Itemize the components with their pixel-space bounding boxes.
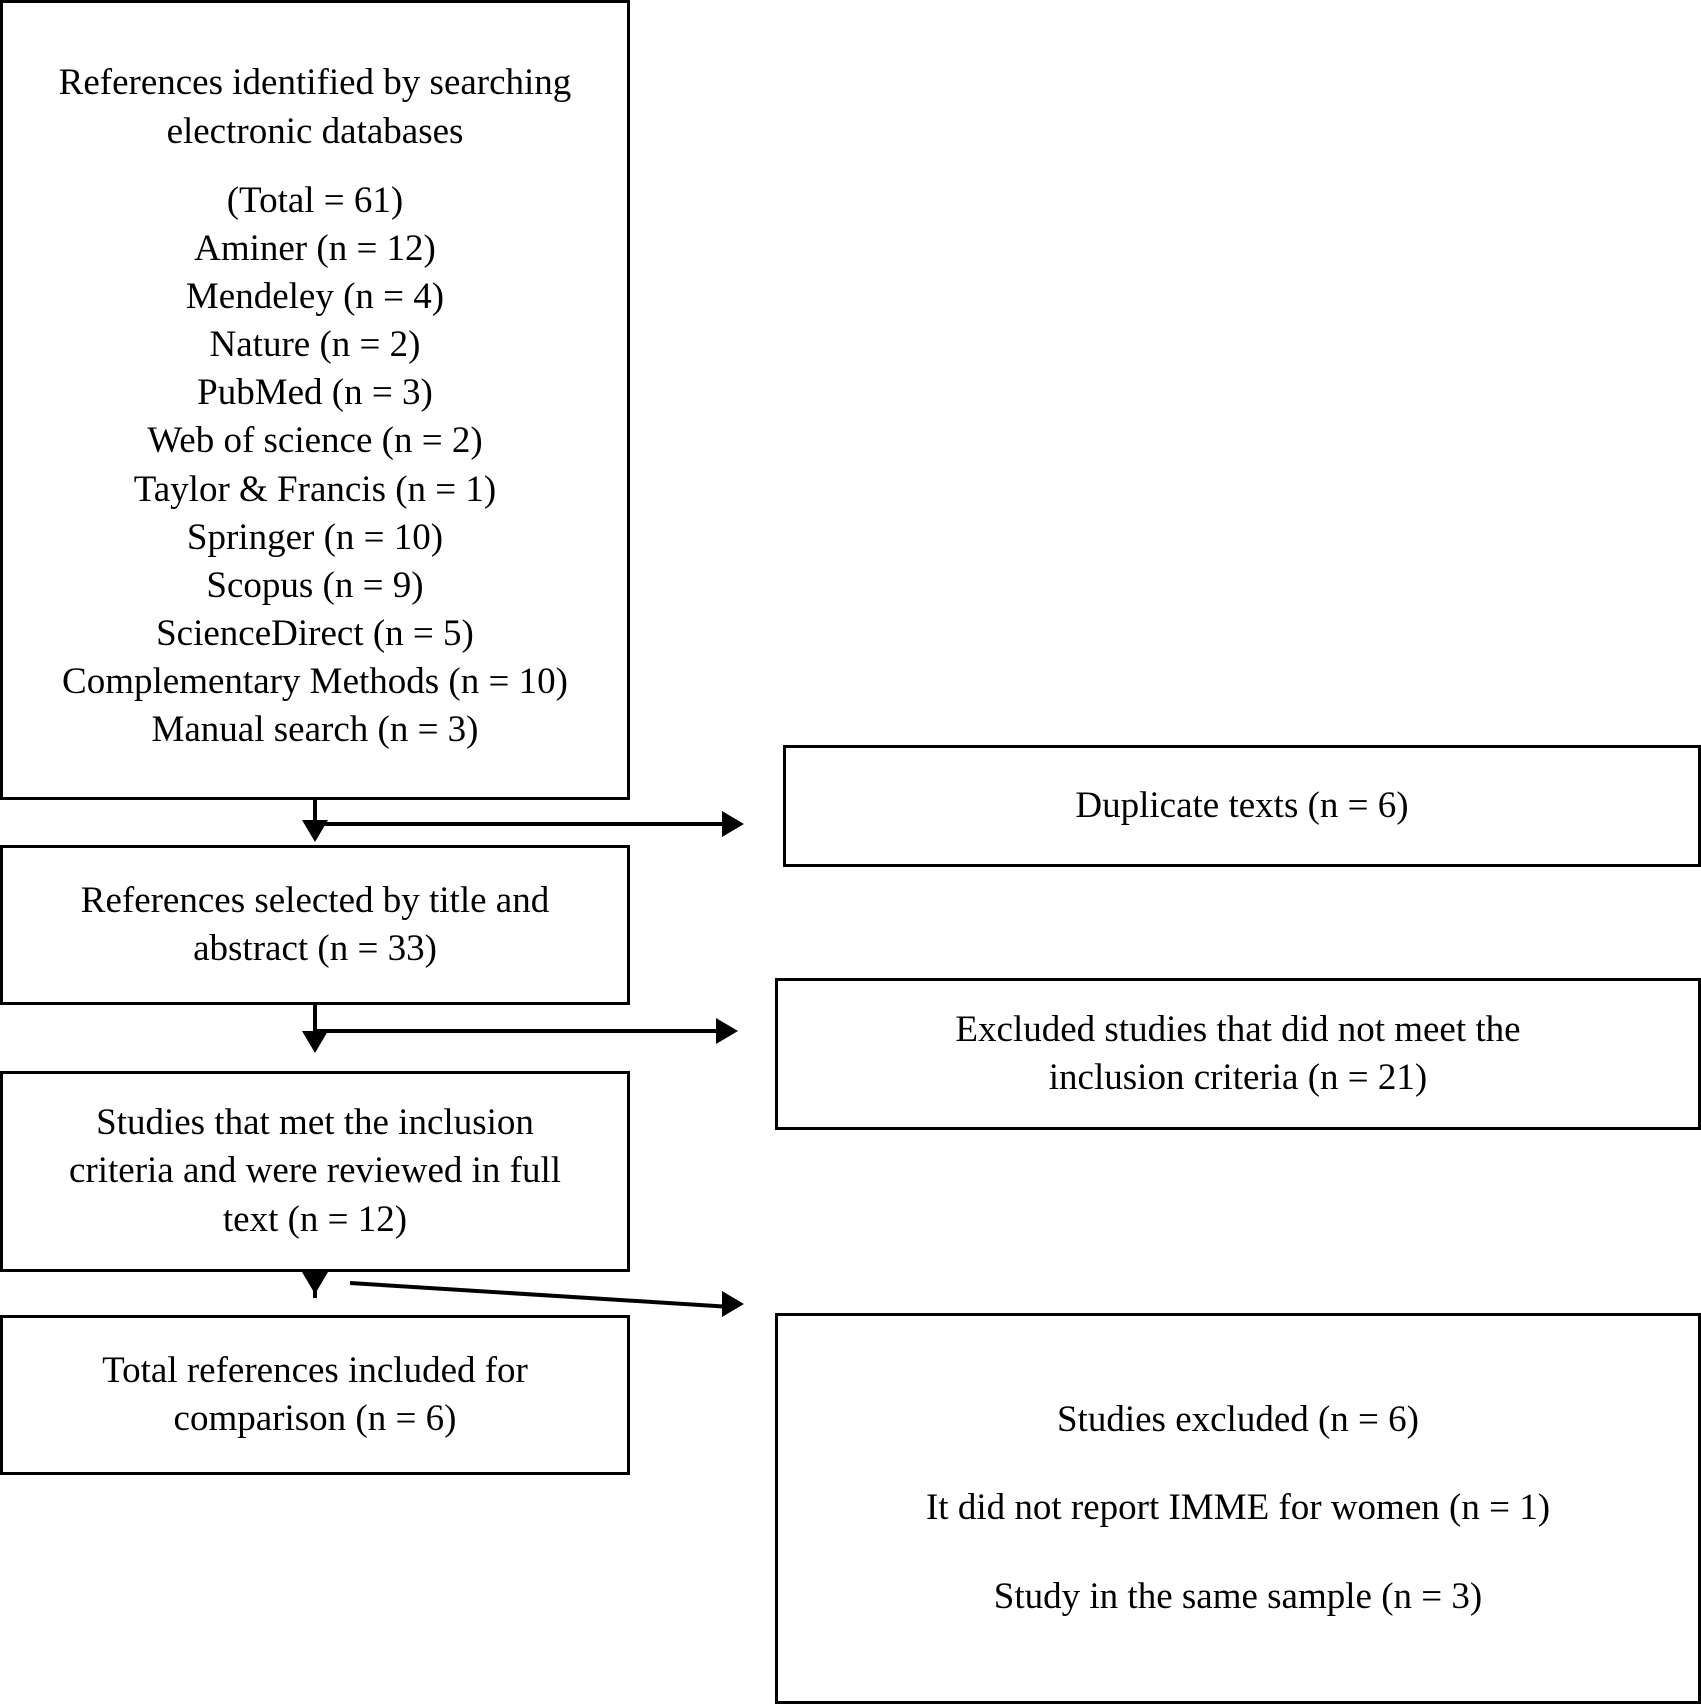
box-studies-excluded [775,1313,1701,1704]
identified-source-complementary-methods: Complementary Methods (n = 10) [62,660,568,702]
fulltext-line3: text (n = 12) [222,1198,408,1240]
studies-excluded-line1: Studies excluded (n = 6) [1056,1399,1419,1441]
excluded-criteria-line2: inclusion criteria (n = 21) [1048,1057,1428,1098]
connector-selected-to-excluded-line [313,1029,718,1033]
box-references-identified [0,0,630,800]
connector-identified-to-duplicates-line [313,822,724,826]
studies-excluded-line3: Study in the same sample (n = 3) [993,1575,1483,1617]
identified-source-springer: Springer (n = 10) [186,516,444,558]
identified-source-sciencedirect: ScienceDirect (n = 5) [156,612,474,654]
included-line2: comparison (n = 6) [173,1398,457,1439]
identified-source-mendeley: Mendeley (n = 4) [185,276,445,318]
identified-source-taylor-francis: Taylor & Francis (n = 1) [133,468,497,510]
box-duplicate-texts [783,745,1701,867]
identified-heading-line1: References identified by searching [58,62,572,103]
identified-heading-line2: electronic databases [166,110,464,152]
duplicates-text: Duplicate texts (n = 6) [1075,784,1409,826]
identified-source-scopus: Scopus (n = 9) [206,564,424,606]
arrow-selected-to-excluded-criteria [716,1018,738,1044]
identified-source-aminer: Aminer (n = 12) [194,228,436,270]
fulltext-line1: Studies that met the inclusion [96,1102,534,1144]
arrow-identified-to-duplicates [722,811,744,837]
arrow-fulltext-to-studies-excluded [722,1291,744,1317]
box-total-references-included [0,1315,630,1475]
included-line1: Total references included for [102,1349,528,1391]
identified-source-nature: Nature (n = 2) [209,324,421,366]
box-studies-full-text [0,1071,630,1272]
identified-source-web-of-science: Web of science (n = 2) [147,420,483,462]
arrow-fulltext-to-included [302,1272,328,1294]
connector-fulltext-to-studies-excluded-line [350,1281,730,1309]
identified-source-manual-search: Manual search (n = 3) [151,709,479,751]
excluded-criteria-line1: Excluded studies that did not meet the [955,1008,1521,1050]
fulltext-line2: criteria and were reviewed in full [68,1150,562,1192]
identified-source-pubmed: PubMed (n = 3) [197,372,433,414]
selected-line1: References selected by title and [80,879,550,921]
selected-line2: abstract (n = 33) [193,928,437,969]
connector-selected-to-fulltext-line [313,1005,317,1031]
arrow-identified-to-selected [302,820,328,842]
connector-identified-down-stem [313,800,317,820]
studies-excluded-line2: It did not report IMME for women (n = 1) [925,1487,1551,1529]
box-references-selected [0,845,630,1005]
box-excluded-inclusion-criteria [775,978,1701,1130]
arrow-selected-to-fulltext [302,1031,328,1053]
identified-total: (Total = 61) [226,180,404,221]
